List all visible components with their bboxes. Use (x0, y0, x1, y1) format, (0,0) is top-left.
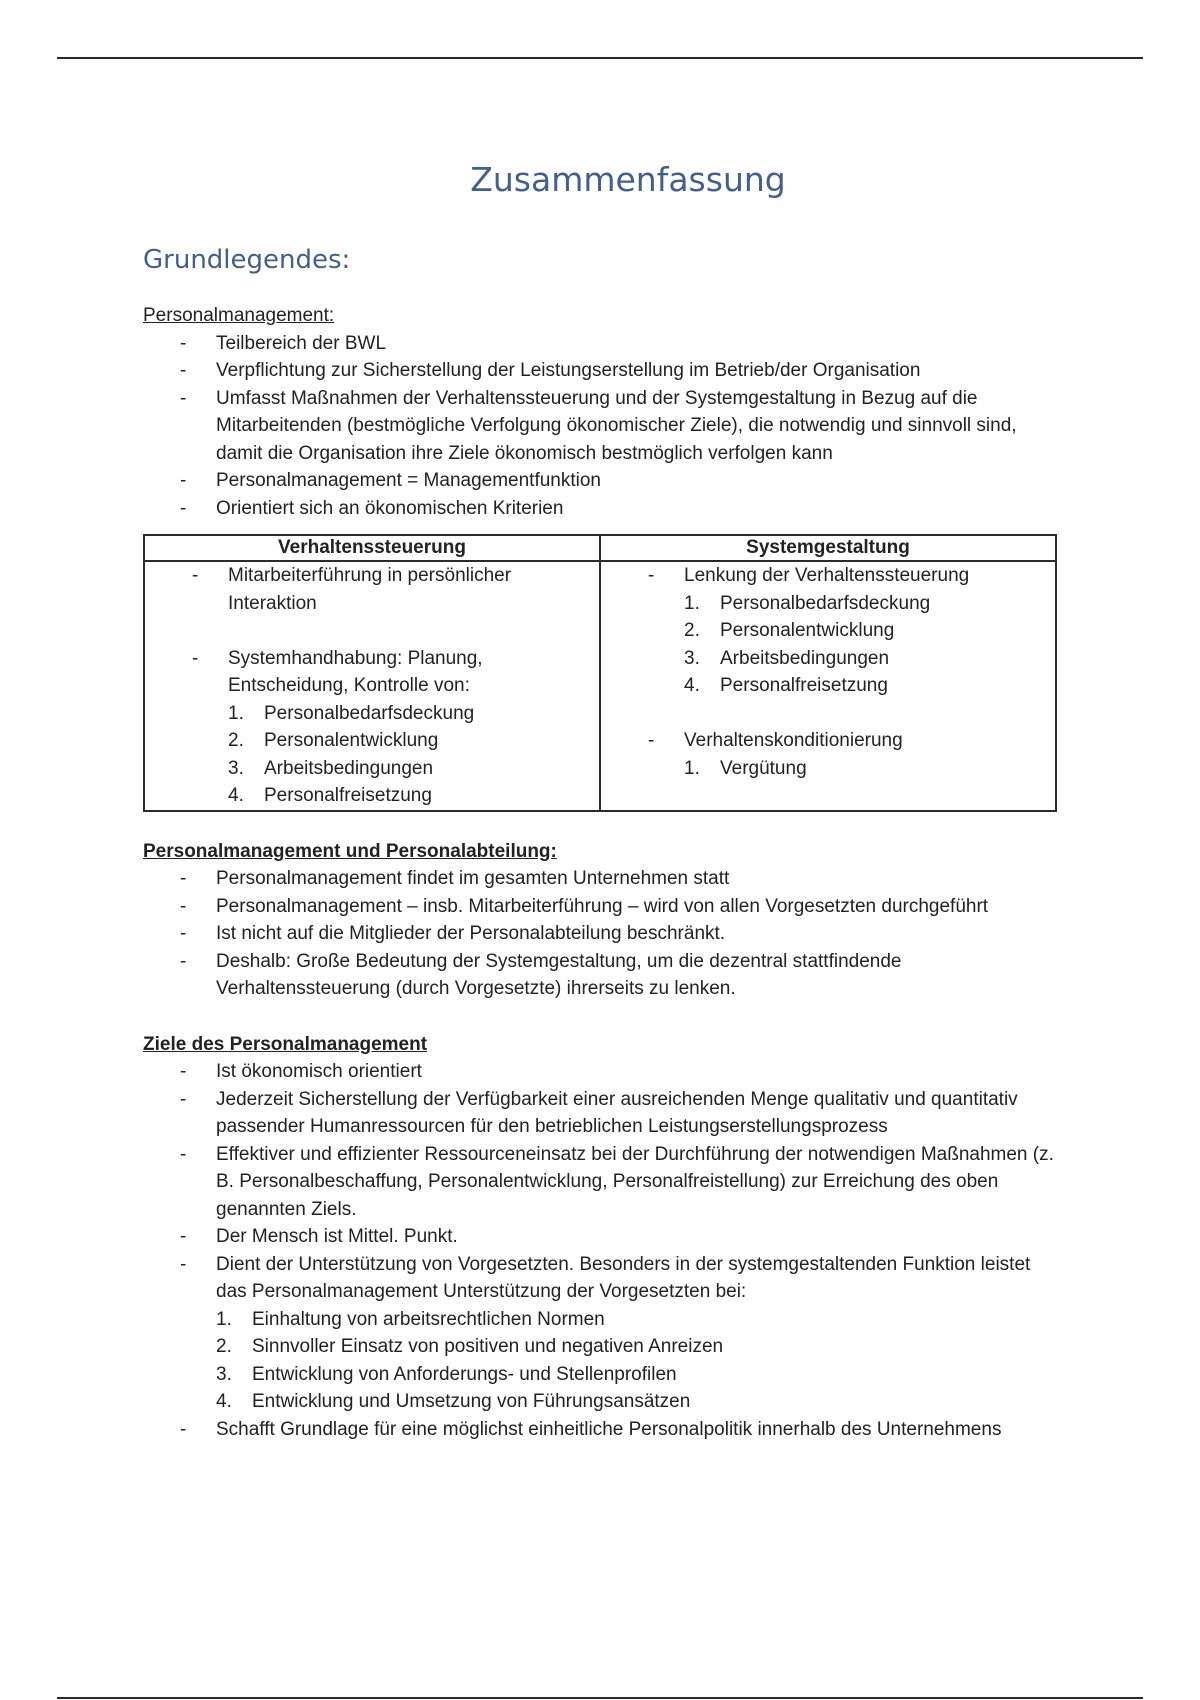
document-body (143, 160, 1063, 1443)
list-item: - Effektiver und effizienter Ressourceneinsatz bei der Durchführung der notwendigen Maßnahmen (z. B. Personalbeschaffung, Personalentwicklung, Personalfreistellung) zur Erreichung des oben genannten Ziels. (216, 1141, 1063, 1224)
list-item: - Der Mensch ist Mittel. Punkt. (216, 1223, 1063, 1251)
numbered-item: 3. Arbeitsbedingungen (684, 647, 890, 669)
numbered-item: 1. Vergütung (684, 757, 807, 779)
list-item: - Personalmanagement – insb. Mitarbeiterführung – wird von allen Vorgesetzten durchgeführt (216, 893, 1063, 921)
table-cell-verhaltenssteuerung (144, 561, 600, 811)
numbered-item: 3. Arbeitsbedingungen (228, 757, 434, 779)
numbered-item: 1. Personalbedarfsdeckung (228, 702, 475, 724)
list-item: - Mitarbeiterführung in persönlicher Interaktion (228, 562, 599, 617)
top-rule (57, 57, 1143, 59)
list-item: - Schafft Grundlage für eine möglichst einheitliche Personalpolitik innerhalb des Unternehmens (216, 1416, 1063, 1444)
list-item (684, 727, 1055, 782)
numbered-item: 2. Personalentwicklung (228, 730, 439, 751)
list-item (684, 562, 1055, 700)
list-item-text: Systemhandhabung: Planung, Entscheidung, Kontrolle von: (228, 647, 483, 696)
list-item: - Verpflichtung zur Sicherstellung der Leistungserstellung im Betrieb/der Organisation (216, 357, 1063, 385)
pa-list (143, 865, 1063, 1003)
numbered-item: 4. Personalfreisetzung (684, 675, 888, 696)
numbered-item: 4. Personalfreisetzung (228, 785, 432, 806)
bottom-rule (57, 1697, 1143, 1699)
list-item (216, 1251, 1063, 1416)
ziele-heading: Ziele des Personalmanagement (143, 1033, 428, 1055)
table-cell-systemgestaltung (600, 561, 1056, 811)
numbered-item: 2. Sinnvoller Einsatz von positiven und negativen Anreizen (216, 1336, 724, 1357)
numbered-item: 1. Einhaltung von arbeitsrechtlichen Normen (216, 1308, 605, 1330)
list-item: - Personalmanagement = Managementfunktion (216, 467, 1063, 495)
list-item-text: Dient der Unterstützung von Vorgesetzten. Besonders in der systemgestaltenden Funktion leistet das Personalmanagement Unterstützung der Vorgesetzten bei: (216, 1253, 1031, 1302)
list-item: - Teilbereich der BWL (216, 330, 1063, 358)
list-item-text: Lenkung der Verhaltenssteuerung (684, 565, 970, 586)
ziele-list (143, 1058, 1063, 1443)
table-header-verhaltenssteuerung: Verhaltenssteuerung (144, 535, 600, 561)
list-item (228, 645, 599, 810)
numbered-item: 4. Entwicklung und Umsetzung von Führungsansätzen (216, 1391, 691, 1412)
section-heading: Grundlegendes: (143, 245, 351, 275)
pm-list (143, 330, 1063, 523)
list-item: - Ist ökonomisch orientiert (216, 1058, 1063, 1086)
list-item: - Jederzeit Sicherstellung der Verfügbarkeit einer ausreichenden Menge qualitativ und quantitativ passender Humanressourcen für den betrieblichen Leistungserstellungsprozess (216, 1086, 1063, 1141)
list-item: - Orientiert sich an ökonomischen Kriterien (216, 495, 1063, 523)
list-item: - Deshalb: Große Bedeutung der Systemgestaltung, um die dezentral stattfindende Verhaltenssteuerung (durch Vorgesetzte) ihrerseits zu lenken. (216, 948, 1063, 1003)
list-item: - Umfasst Maßnahmen der Verhaltenssteuerung und der Systemgestaltung in Bezug auf die Mitarbeitenden (bestmögliche Verfolgung ökonomischer Ziele), die notwendig und sinnvoll sind, damit die Organisation ihre Ziele ökonomisch bestmöglich verfolgen kann (216, 385, 1063, 468)
numbered-item: 3. Entwicklung von Anforderungs- und Stellenprofilen (216, 1363, 677, 1385)
numbered-item: 2. Personalentwicklung (684, 620, 895, 641)
list-item: - Personalmanagement findet im gesamten Unternehmen statt (216, 865, 1063, 893)
table-header-systemgestaltung: Systemgestaltung (600, 535, 1056, 561)
list-item-text: Verhaltenskonditionierung (684, 730, 903, 751)
list-item: - Ist nicht auf die Mitglieder der Personalabteilung beschränkt. (216, 920, 1063, 948)
pa-heading: Personalmanagement und Personalabteilung: (143, 840, 557, 862)
numbered-item: 1. Personalbedarfsdeckung (684, 592, 931, 614)
page-title: Zusammenfassung (470, 160, 786, 199)
comparison-table (143, 534, 1057, 812)
pm-heading: Personalmanagement: (143, 305, 335, 326)
